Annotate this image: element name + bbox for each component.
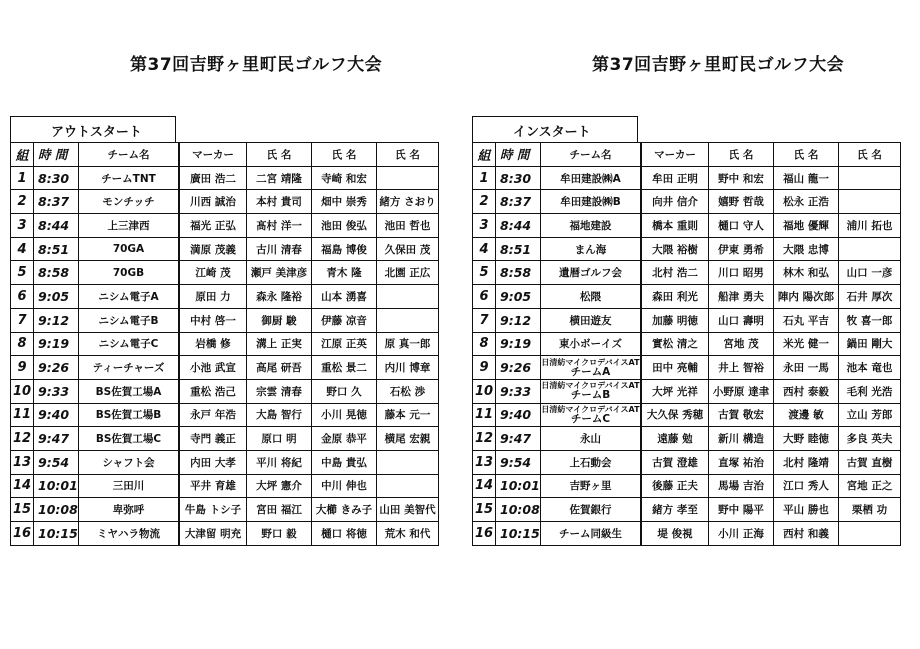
table-row [473, 261, 901, 285]
player-name-2-cell: 重松 景二 [312, 356, 377, 380]
team-sponsor-text: 日清紡マイクロデバイスAT [541, 381, 640, 391]
player-name-1-cell: 高尾 研吾 [247, 356, 312, 380]
tee-time-cell: 9:54 [34, 450, 79, 474]
player-name-2-cell: 大隈 忠博 [774, 237, 839, 261]
table-row [473, 379, 901, 403]
column-header-player-name-1: 氏 名 [709, 143, 774, 167]
team-name-cell: 福地建設 [541, 214, 642, 238]
group-number-cell: 12 [11, 427, 34, 451]
tee-time-cell: 9:33 [34, 379, 79, 403]
player-name-2-cell: 石丸 平吉 [774, 308, 839, 332]
marker-cell: 満原 茂義 [179, 237, 247, 261]
team-sub-name: チームA [570, 365, 611, 378]
player-name-1-cell: 小川 正海 [709, 522, 774, 546]
player-name-1-cell: 古賀 敬宏 [709, 403, 774, 427]
section-header-box [10, 116, 176, 142]
group-number-cell: 10 [11, 379, 34, 403]
team-name-cell: 牟田建設㈱A [541, 166, 642, 190]
player-name-2-cell: 小川 晃徳 [312, 403, 377, 427]
group-number-cell: 9 [473, 356, 496, 380]
team-name-cell: 永山 [541, 427, 642, 451]
player-name-1-cell: 野口 毅 [247, 522, 312, 546]
player-name-1-cell: 平川 将紀 [247, 450, 312, 474]
group-number-cell: 7 [473, 308, 496, 332]
tee-time-cell: 9:19 [34, 332, 79, 356]
group-number-cell: 7 [11, 308, 34, 332]
team-name-cell: チーム同級生 [541, 522, 642, 546]
team-name-cell: 上三津西 [79, 214, 180, 238]
player-name-1-cell: 直塚 祐治 [709, 450, 774, 474]
marker-cell: 重松 浩己 [179, 379, 247, 403]
table-row [11, 285, 439, 309]
table-row [11, 237, 439, 261]
player-name-3-cell: 山田 美智代 [377, 498, 439, 522]
player-name-2-cell: 北村 隆靖 [774, 450, 839, 474]
player-name-1-cell: 御厨 駿 [247, 308, 312, 332]
group-number-cell: 11 [473, 403, 496, 427]
group-number-cell: 6 [473, 285, 496, 309]
team-name-cell: 上石動会 [541, 450, 642, 474]
table-row [11, 214, 439, 238]
marker-cell: 原田 力 [179, 285, 247, 309]
player-name-1-cell: 宮地 茂 [709, 332, 774, 356]
out-start-sheet [10, 116, 439, 546]
player-name-3-cell [839, 166, 901, 190]
player-name-3-cell: 緒方 さおり [377, 190, 439, 214]
tee-time-cell: 9:40 [496, 403, 541, 427]
player-name-3-cell: 横尾 宏親 [377, 427, 439, 451]
player-name-2-cell: 金原 恭平 [312, 427, 377, 451]
tee-time-cell: 10:08 [34, 498, 79, 522]
table-row [11, 474, 439, 498]
player-name-1-cell: 伊東 勇希 [709, 237, 774, 261]
player-name-2-cell: 西村 和義 [774, 522, 839, 546]
player-name-3-cell [377, 474, 439, 498]
marker-cell: 北村 浩二 [641, 261, 709, 285]
group-number-cell: 3 [11, 214, 34, 238]
group-number-cell: 1 [11, 166, 34, 190]
player-name-3-cell [839, 190, 901, 214]
marker-cell: 小池 武宣 [179, 356, 247, 380]
team-name-cell: 70GB [79, 261, 180, 285]
team-name-cell: ニシム電子C [79, 332, 180, 356]
in-start-table [472, 142, 901, 546]
marker-cell: 大坪 光祥 [641, 379, 709, 403]
team-name-cell: ニシム電子A [79, 285, 180, 309]
player-name-2-cell: 江原 正英 [312, 332, 377, 356]
marker-cell: 加藤 明徳 [641, 308, 709, 332]
player-name-3-cell: 浦川 拓也 [839, 214, 901, 238]
column-header-player-name-1: 氏 名 [247, 143, 312, 167]
column-header-player-name-2: 氏 名 [312, 143, 377, 167]
table-row [11, 379, 439, 403]
team-name-cell: 三田川 [79, 474, 180, 498]
tee-time-cell: 10:01 [496, 474, 541, 498]
table-row [11, 332, 439, 356]
tee-time-cell: 8:30 [34, 166, 79, 190]
player-name-2-cell: 池田 俊弘 [312, 214, 377, 238]
player-name-2-cell: 大櫛 きみ子 [312, 498, 377, 522]
player-name-3-cell [377, 285, 439, 309]
player-name-1-cell: 野中 和宏 [709, 166, 774, 190]
table-row [473, 308, 901, 332]
marker-cell: 内田 大孝 [179, 450, 247, 474]
group-number-cell: 16 [11, 522, 34, 546]
group-number-cell: 15 [11, 498, 34, 522]
marker-cell: 寺門 義正 [179, 427, 247, 451]
player-name-3-cell [377, 450, 439, 474]
table-row [473, 427, 901, 451]
player-name-2-cell: 松永 正浩 [774, 190, 839, 214]
tee-time-cell: 9:19 [496, 332, 541, 356]
group-number-cell: 9 [11, 356, 34, 380]
team-name-cell [541, 356, 642, 380]
player-name-3-cell: 池田 哲也 [377, 214, 439, 238]
group-number-cell: 13 [473, 450, 496, 474]
player-name-3-cell: 多良 英夫 [839, 427, 901, 451]
marker-cell: 堤 俊視 [641, 522, 709, 546]
tee-time-cell: 8:30 [496, 166, 541, 190]
player-name-2-cell: 渡邊 敏 [774, 403, 839, 427]
tee-time-cell: 10:08 [496, 498, 541, 522]
group-number-cell: 2 [11, 190, 34, 214]
player-name-3-cell: 山口 一彦 [839, 261, 901, 285]
team-sponsor-text: 日清紡マイクロデバイスAT [541, 404, 640, 414]
player-name-2-cell: 福地 優輝 [774, 214, 839, 238]
in-start-sheet [472, 116, 901, 546]
header-row [473, 143, 901, 167]
column-header-team-name: チーム名 [541, 143, 642, 167]
player-name-1-cell: 嬉野 哲哉 [709, 190, 774, 214]
player-name-1-cell: 山口 壽明 [709, 308, 774, 332]
player-name-2-cell: 山本 湧喜 [312, 285, 377, 309]
team-name-cell: まん海 [541, 237, 642, 261]
column-header-group-number: 組 [11, 143, 34, 167]
player-name-2-cell: 西村 泰毅 [774, 379, 839, 403]
marker-cell: 古賀 澄雄 [641, 450, 709, 474]
table-row [473, 166, 901, 190]
out-start-table [10, 142, 439, 546]
tee-time-cell: 9:05 [496, 285, 541, 309]
player-name-3-cell: 栗栖 功 [839, 498, 901, 522]
group-number-cell: 16 [473, 522, 496, 546]
marker-cell: 永戸 年浩 [179, 403, 247, 427]
player-name-3-cell: 宮地 正之 [839, 474, 901, 498]
table-row [473, 214, 901, 238]
table-row [11, 190, 439, 214]
team-name-cell: 牟田建設㈱B [541, 190, 642, 214]
player-name-2-cell: 林木 和弘 [774, 261, 839, 285]
team-sponsor-text: 日清紡マイクロデバイスAT [541, 357, 640, 367]
player-name-1-cell: 髙村 洋一 [247, 214, 312, 238]
player-name-3-cell [839, 237, 901, 261]
player-name-1-cell: 原口 明 [247, 427, 312, 451]
player-name-1-cell: 本村 貴司 [247, 190, 312, 214]
marker-cell: 牟田 正明 [641, 166, 709, 190]
section-label-in: インスタート [513, 125, 591, 140]
team-name-cell: BS佐賀工場B [79, 403, 180, 427]
player-name-1-cell: 二宮 靖隆 [247, 166, 312, 190]
player-name-2-cell: 江口 秀人 [774, 474, 839, 498]
marker-cell: 牛島 トシ子 [179, 498, 247, 522]
tee-time-cell: 8:37 [496, 190, 541, 214]
player-name-3-cell: 石松 渉 [377, 379, 439, 403]
page-title-left: 第37回吉野ヶ里町民ゴルフ大会 [130, 55, 383, 75]
group-number-cell: 4 [473, 237, 496, 261]
player-name-1-cell: 船津 勇夫 [709, 285, 774, 309]
group-number-cell: 15 [473, 498, 496, 522]
group-number-cell: 8 [11, 332, 34, 356]
player-name-1-cell: 馬場 吉治 [709, 474, 774, 498]
group-number-cell: 11 [11, 403, 34, 427]
tee-time-cell: 8:51 [34, 237, 79, 261]
tee-time-cell: 9:26 [34, 356, 79, 380]
player-name-1-cell: 溝上 正実 [247, 332, 312, 356]
group-number-cell: 14 [473, 474, 496, 498]
table-row [473, 356, 901, 380]
column-header-tee-time: 時 間 [34, 143, 79, 167]
marker-cell: 廣田 浩二 [179, 166, 247, 190]
team-name-cell: BS佐賀工場C [79, 427, 180, 451]
tee-time-cell: 8:44 [34, 214, 79, 238]
group-number-cell: 13 [11, 450, 34, 474]
header-row [11, 143, 439, 167]
player-name-2-cell: 永田 一馬 [774, 356, 839, 380]
table-row [473, 403, 901, 427]
player-name-3-cell: 毛利 光浩 [839, 379, 901, 403]
table-row [473, 474, 901, 498]
player-name-3-cell: 立山 芳郎 [839, 403, 901, 427]
tee-time-cell: 9:47 [496, 427, 541, 451]
marker-cell: 向井 信介 [641, 190, 709, 214]
marker-cell: 遠藤 勉 [641, 427, 709, 451]
column-header-player-name-3: 氏 名 [377, 143, 439, 167]
team-name-cell: BS佐賀工場A [79, 379, 180, 403]
player-name-1-cell: 古川 清春 [247, 237, 312, 261]
player-name-2-cell: 大野 睦徳 [774, 427, 839, 451]
player-name-1-cell: 宗雲 清春 [247, 379, 312, 403]
team-name-cell: 吉野ヶ里 [541, 474, 642, 498]
marker-cell: 福光 正弘 [179, 214, 247, 238]
table-row [11, 522, 439, 546]
player-name-1-cell: 宮田 福江 [247, 498, 312, 522]
player-name-1-cell: 小野原 達聿 [709, 379, 774, 403]
section-label-out: アウトスタート [51, 125, 142, 140]
player-name-2-cell: 寺崎 和宏 [312, 166, 377, 190]
group-number-cell: 2 [473, 190, 496, 214]
team-name-cell [541, 403, 642, 427]
player-name-2-cell: 樋口 将徳 [312, 522, 377, 546]
player-name-3-cell [377, 166, 439, 190]
team-name-cell: 東小ボーイズ [541, 332, 642, 356]
player-name-3-cell: 池本 竜也 [839, 356, 901, 380]
team-name-cell: シャフト会 [79, 450, 180, 474]
table-row [11, 403, 439, 427]
marker-cell: 川西 誠治 [179, 190, 247, 214]
player-name-2-cell: 畑中 崇秀 [312, 190, 377, 214]
table-row [11, 356, 439, 380]
player-name-1-cell: 井上 智裕 [709, 356, 774, 380]
player-name-1-cell: 野中 陽平 [709, 498, 774, 522]
table-row [473, 332, 901, 356]
tee-time-cell: 10:15 [34, 522, 79, 546]
team-name-cell: ティーチャーズ [79, 356, 180, 380]
player-name-3-cell: 藤本 元一 [377, 403, 439, 427]
player-name-2-cell: 平山 勝也 [774, 498, 839, 522]
team-name-cell: 70GA [79, 237, 180, 261]
marker-cell: 中村 啓一 [179, 308, 247, 332]
marker-cell: 橋本 重則 [641, 214, 709, 238]
marker-cell: 岩橋 修 [179, 332, 247, 356]
player-name-3-cell: 石井 厚次 [839, 285, 901, 309]
group-number-cell: 14 [11, 474, 34, 498]
table-row [473, 237, 901, 261]
table-row [11, 427, 439, 451]
team-name-cell: 松隈 [541, 285, 642, 309]
player-name-1-cell: 樋口 守人 [709, 214, 774, 238]
marker-cell: 田中 亮輔 [641, 356, 709, 380]
player-name-1-cell: 新川 構造 [709, 427, 774, 451]
team-name-cell: ミヤハラ物流 [79, 522, 180, 546]
table-row [473, 450, 901, 474]
player-name-3-cell: 荒木 和代 [377, 522, 439, 546]
tee-time-cell: 9:05 [34, 285, 79, 309]
tee-time-cell: 9:12 [34, 308, 79, 332]
tee-time-cell: 9:54 [496, 450, 541, 474]
marker-cell: 平井 育雄 [179, 474, 247, 498]
tee-time-cell: 10:01 [34, 474, 79, 498]
player-name-3-cell: 原 真一郎 [377, 332, 439, 356]
column-header-group-number: 組 [473, 143, 496, 167]
table-row [11, 450, 439, 474]
player-name-2-cell: 福島 博俊 [312, 237, 377, 261]
team-name-cell [541, 379, 642, 403]
table-row [11, 166, 439, 190]
marker-cell: 大隈 裕樹 [641, 237, 709, 261]
team-name-cell: モンチッチ [79, 190, 180, 214]
column-header-team-name: チーム名 [79, 143, 180, 167]
marker-cell: 森田 利光 [641, 285, 709, 309]
player-name-3-cell: 古賀 直樹 [839, 450, 901, 474]
player-name-3-cell: 内川 博章 [377, 356, 439, 380]
player-name-2-cell: 福山 龍一 [774, 166, 839, 190]
table-row [11, 308, 439, 332]
player-name-1-cell: 川口 昭男 [709, 261, 774, 285]
player-name-1-cell: 森永 隆裕 [247, 285, 312, 309]
tee-time-cell: 8:37 [34, 190, 79, 214]
column-header-player-name-3: 氏 名 [839, 143, 901, 167]
tee-time-cell: 8:58 [34, 261, 79, 285]
team-sub-name: チームB [570, 389, 611, 402]
group-number-cell: 12 [473, 427, 496, 451]
player-name-1-cell: 大島 智行 [247, 403, 312, 427]
player-name-2-cell: 青木 隆 [312, 261, 377, 285]
team-name-cell: 横田遊友 [541, 308, 642, 332]
marker-cell: 緒方 孝至 [641, 498, 709, 522]
group-number-cell: 5 [473, 261, 496, 285]
table-row [473, 498, 901, 522]
column-header-marker: マーカー [641, 143, 709, 167]
column-header-tee-time: 時 間 [496, 143, 541, 167]
group-number-cell: 8 [473, 332, 496, 356]
player-name-2-cell: 陣内 陽次郎 [774, 285, 839, 309]
table-row [473, 285, 901, 309]
marker-cell: 大久保 秀穂 [641, 403, 709, 427]
tee-time-cell: 8:51 [496, 237, 541, 261]
player-name-3-cell [839, 522, 901, 546]
group-number-cell: 10 [473, 379, 496, 403]
player-name-2-cell: 中川 伸也 [312, 474, 377, 498]
player-name-3-cell: 牧 喜一郎 [839, 308, 901, 332]
player-name-3-cell: 久保田 茂 [377, 237, 439, 261]
tee-time-cell: 8:44 [496, 214, 541, 238]
player-name-1-cell: 瀬戸 美津彦 [247, 261, 312, 285]
player-name-2-cell: 中島 貴弘 [312, 450, 377, 474]
player-name-3-cell: 北園 正広 [377, 261, 439, 285]
table-row [473, 190, 901, 214]
player-name-2-cell: 米光 健一 [774, 332, 839, 356]
section-header-box [472, 116, 638, 142]
column-header-player-name-2: 氏 名 [774, 143, 839, 167]
table-row [473, 522, 901, 546]
group-number-cell: 4 [11, 237, 34, 261]
group-number-cell: 3 [473, 214, 496, 238]
player-name-1-cell: 大坪 憲介 [247, 474, 312, 498]
team-name-cell: 卑弥呼 [79, 498, 180, 522]
tee-time-cell: 9:40 [34, 403, 79, 427]
team-name-cell: ニシム電子B [79, 308, 180, 332]
tee-time-cell: 8:58 [496, 261, 541, 285]
team-name-cell: チームTNT [79, 166, 180, 190]
group-number-cell: 1 [473, 166, 496, 190]
player-name-2-cell: 伊藤 凉音 [312, 308, 377, 332]
table-row [11, 498, 439, 522]
group-number-cell: 5 [11, 261, 34, 285]
team-name-cell: 遺暦ゴルフ会 [541, 261, 642, 285]
team-name-cell: 佐賀銀行 [541, 498, 642, 522]
group-number-cell: 6 [11, 285, 34, 309]
player-name-3-cell [377, 308, 439, 332]
marker-cell: 江崎 茂 [179, 261, 247, 285]
page-title-right: 第37回吉野ヶ里町民ゴルフ大会 [592, 55, 845, 75]
tee-time-cell: 10:15 [496, 522, 541, 546]
tee-time-cell: 9:33 [496, 379, 541, 403]
marker-cell: 實松 清之 [641, 332, 709, 356]
table-row [11, 261, 439, 285]
marker-cell: 大津留 明充 [179, 522, 247, 546]
marker-cell: 後藤 正夫 [641, 474, 709, 498]
team-sub-name: チームC [570, 412, 611, 425]
column-header-marker: マーカー [179, 143, 247, 167]
tee-time-cell: 9:12 [496, 308, 541, 332]
player-name-2-cell: 野口 久 [312, 379, 377, 403]
tee-time-cell: 9:47 [34, 427, 79, 451]
player-name-3-cell: 鍋田 剛大 [839, 332, 901, 356]
tee-time-cell: 9:26 [496, 356, 541, 380]
